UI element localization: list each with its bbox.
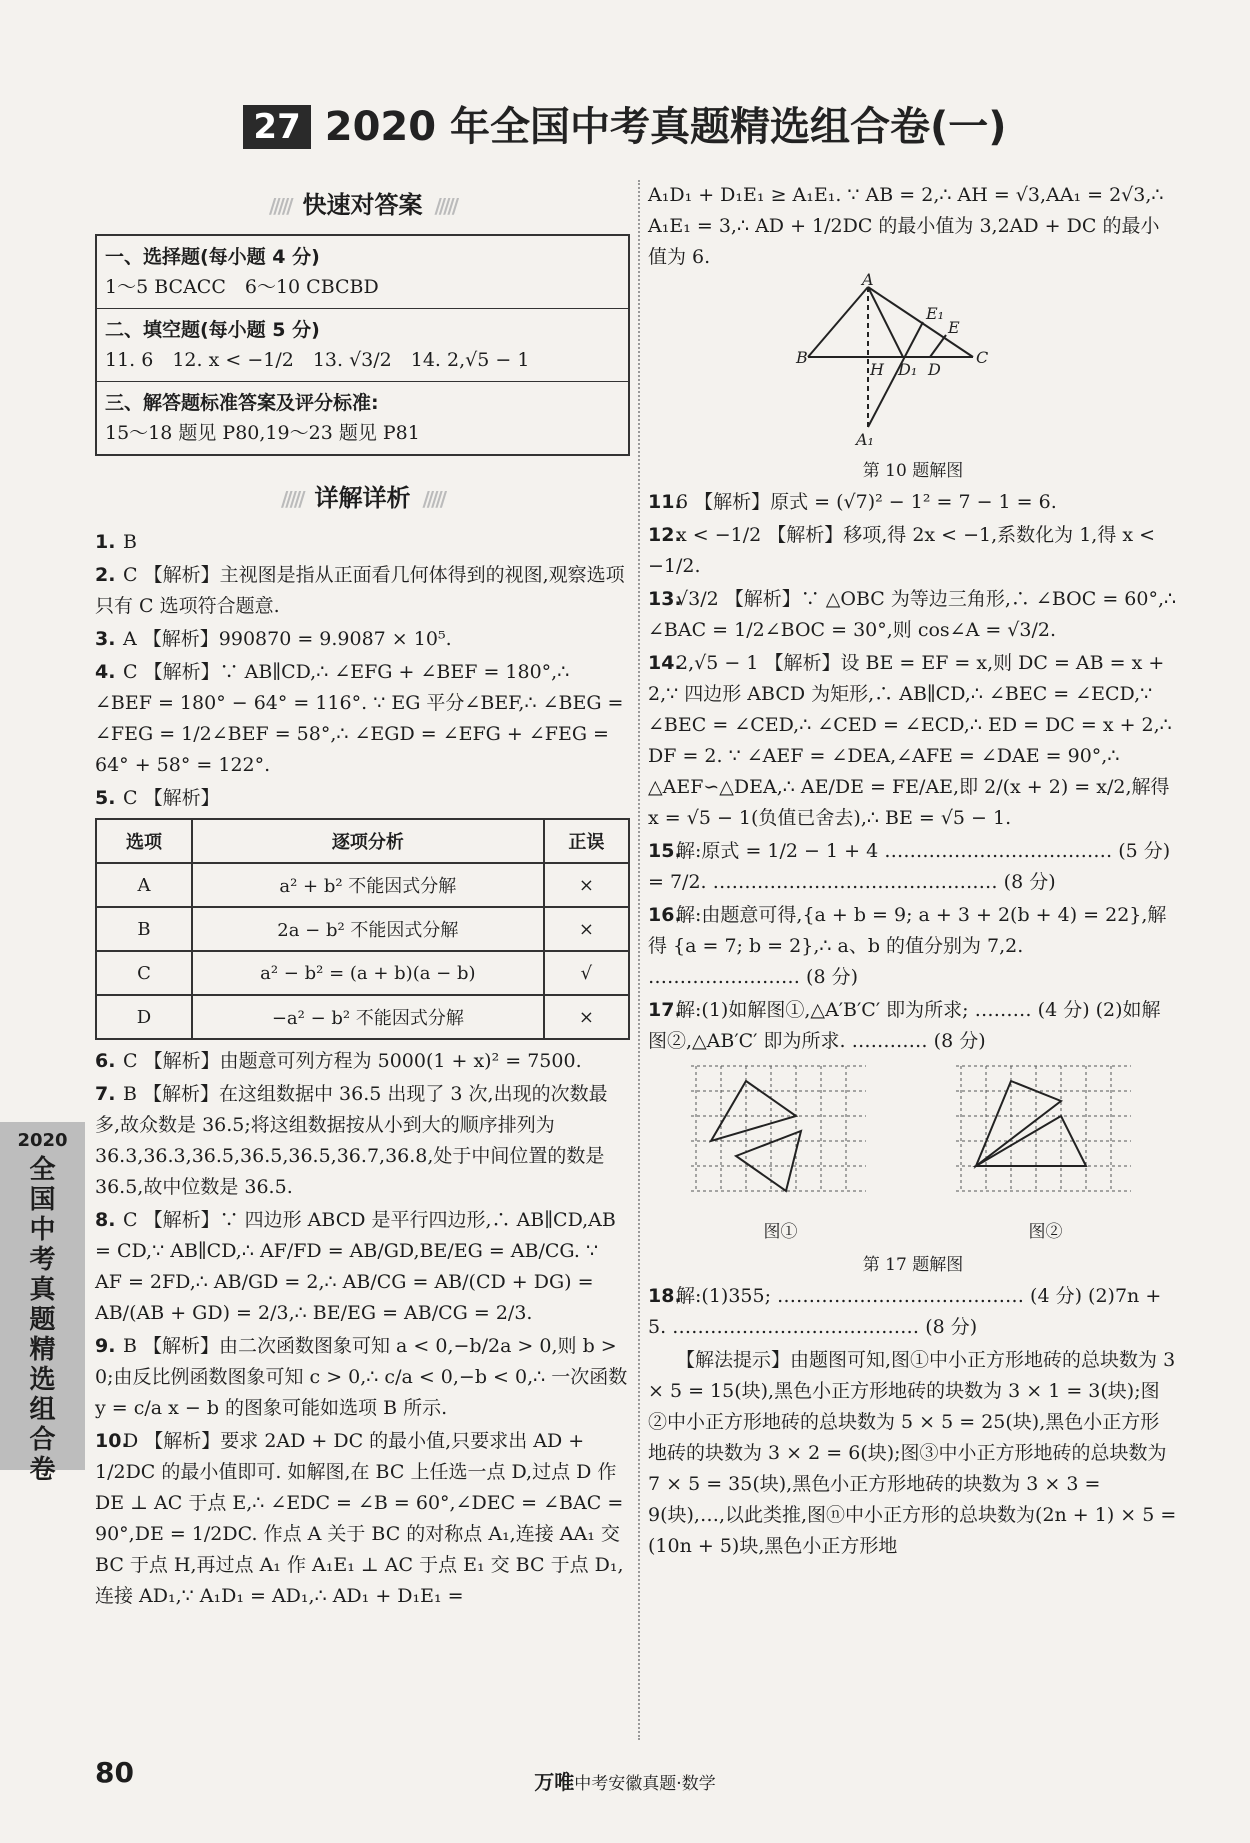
fig-label: D₁	[898, 360, 918, 379]
answer-row-fill	[97, 309, 628, 382]
table-row	[96, 863, 629, 907]
table-row	[96, 951, 629, 995]
option-analysis-table	[95, 818, 630, 1040]
solution-item: 11.6 【解析】原式 = (√7)² − 1² = 7 − 1 = 6.	[648, 491, 1057, 513]
q10-figure	[796, 270, 1028, 452]
answer-row-body: 11. 6 12. x < −1/2 13. √3/2 14. 2,√5 − 1	[105, 349, 530, 371]
solution-item: 16.解:由题意可得,{a + b = 9; a + 3 + 2(b + 4) = 22},解得 {a = 7; b = 2},∴ a、b 的值分别为 7,2. …………………… (8 分)	[648, 904, 1167, 988]
answer-row-body: 1～5 BCACC 6～10 CBCBD	[105, 276, 379, 298]
solution-item: 5. C 【解析】	[95, 787, 220, 809]
table-header: 选项	[96, 819, 192, 863]
fig-line	[930, 335, 946, 357]
solution-item: 18.解:(1)355; ………………………………… (4 分) (2)7n + 5. ………………………………… (8 分)	[648, 1285, 1162, 1338]
solution-item: 17.解:(1)如解图①,△A′B′C′ 即为所求; ……… (4 分) (2)如解图②,△AB′C′ 即为所求. ………… (8 分)	[648, 999, 1161, 1052]
brand-logo: 万唯	[534, 1770, 575, 1794]
solution-item: 2. C 【解析】主视图是指从正面看几何体得到的视图,观察选项只有 C 选项符合题意.	[95, 564, 625, 617]
deco-left: /////	[280, 487, 303, 511]
grid-figure-2	[956, 1061, 1136, 1211]
footer-text: 中考安徽真题·数学	[574, 1774, 716, 1794]
table-cell: √	[544, 951, 629, 995]
table-cell: a² + b² 不能因式分解	[192, 863, 544, 907]
quick-answer-heading: ///// 快速对答案 /////	[268, 191, 457, 219]
figure-caption: 第 10 题解图	[862, 461, 964, 481]
fig-line	[808, 287, 868, 357]
table-cell: 2a − b² 不能因式分解	[192, 907, 544, 951]
solution-item: 6. C 【解析】由题意可列方程为 5000(1 + x)² = 7500.	[95, 1050, 582, 1072]
table-cell: A	[96, 863, 192, 907]
page-number: 80	[95, 1756, 134, 1789]
table-cell: a² − b² = (a + b)(a − b)	[192, 951, 544, 995]
solution-item: 3. A 【解析】990870 = 9.9087 × 10⁵.	[95, 628, 452, 650]
paper-title: 2020 年全国中考真题精选组合卷(一)	[324, 104, 1007, 150]
figure-caption: 第 17 题解图	[862, 1255, 964, 1275]
table-cell: D	[96, 995, 192, 1039]
solution-item: 1. B	[95, 531, 137, 553]
side-tab-year: 2020	[17, 1130, 68, 1151]
table-cell: ×	[544, 995, 629, 1039]
right-column	[648, 180, 1178, 1564]
side-tab	[0, 1122, 85, 1485]
fig-label: A₁	[856, 430, 874, 449]
fig-label: H	[870, 360, 884, 379]
q17-figures	[648, 1061, 1178, 1248]
table-cell: B	[96, 907, 192, 951]
deco-right: /////	[434, 194, 457, 218]
side-tab-text: 全国中考真题精选组合卷	[29, 1155, 56, 1485]
triangle-abc	[711, 1081, 796, 1141]
solution-item: 9. B 【解析】由二次函数图象可知 a < 0,−b/2a > 0,则 b > 0;由反比例函数图象可知 c > 0,∴ c/a < 0,−b < 0,∴ 一次函数 y = c/a x − b 的图象可能如选项 B 所示.	[95, 1335, 628, 1419]
solution-continuation: A₁D₁ + D₁E₁ ≥ A₁E₁. ∵ AB = 2,∴ AH = √3,AA₁ = 2√3,∴ A₁E₁ = 3,∴ AD + 1/2DC 的最小值为 3,2AD + DC 的最小值为 6.	[648, 184, 1164, 268]
table-header-row	[96, 819, 629, 863]
answer-row-body: 15～18 题见 P80,19～23 题见 P81	[105, 422, 420, 444]
fig-label: C	[976, 348, 989, 367]
page-title	[0, 95, 1250, 152]
left-column	[95, 185, 630, 1614]
answer-row-choice	[97, 236, 628, 309]
table-row	[96, 995, 629, 1039]
table-row	[96, 907, 629, 951]
solution-item: 7. B 【解析】在这组数据中 36.5 出现了 3 次,出现的次数最多,故众数是 36.5;将这组数据按从小到大的顺序排列为 36.3,36.3,36.5,36.5,36.5,36.7,36.8,处于中间位置的数是 36.5,故中位数是 36.5.	[95, 1083, 608, 1198]
paper-number: 27	[243, 105, 310, 149]
fig-label: E₁	[926, 304, 945, 323]
answer-row-solve	[97, 382, 628, 454]
q17-figure-2	[956, 1061, 1136, 1248]
answer-row-head: 三、解答题标准答案及评分标准:	[105, 392, 379, 414]
fig-label: A	[862, 270, 874, 289]
q17-figure-1	[691, 1061, 871, 1248]
column-divider	[638, 180, 640, 1740]
deco-right: /////	[422, 487, 445, 511]
table-cell: −a² − b² 不能因式分解	[192, 995, 544, 1039]
solution-item: 【解法提示】由题图可知,图①中小正方形地砖的总块数为 3 × 5 = 15(块),黑色小正方形地砖的块数为 3 × 1 = 3(块);图②中小正方形地砖的总块数为 5 × 5 = 25(块),黑色小正方形地砖的块数为 3 × 2 = 6(块);图③中小正方形地砖的总块数为 7 × 5 = 35(块),黑色小正方形地砖的块数为 3 × 3 = 9(块),…,以此类推,图ⓝ中小正方形的总块数为(2n + 1) × 5 = (10n + 5)块,黑色小正方形地	[648, 1349, 1177, 1557]
table-header: 逐项分析	[192, 819, 544, 863]
table-header: 正误	[544, 819, 629, 863]
solution-item: 8. C 【解析】∵ 四边形 ABCD 是平行四边形,∴ AB∥CD,AB = CD,∵ AB∥CD,∴ AF/FD = AB/GD,BE/EG = AB/CG. ∵ AF = 2FD,∴ AB/GD = 2,∴ AB/CG = AB/(CD + DG) = AB/(AB + GD) = 2/3,∴ BE/EG = AB/CG = 2/3.	[95, 1209, 616, 1324]
fig-label: B	[796, 348, 808, 367]
table-cell: C	[96, 951, 192, 995]
fig-label: E	[948, 318, 960, 337]
table-cell: ×	[544, 907, 629, 951]
figure-sub-caption: 图①	[763, 1222, 798, 1242]
quick-answer-box	[95, 234, 630, 456]
solution-item: 15.解:原式 = 1/2 − 1 + 4 ……………………………… (5 分) = 7/2. ……………………………………… (8 分)	[648, 840, 1171, 893]
table-cell: ×	[544, 863, 629, 907]
solution-item: 12.x < −1/2 【解析】移项,得 2x < −1,系数化为 1,得 x < −1/2.	[648, 524, 1156, 577]
figure-sub-caption: 图②	[1028, 1222, 1063, 1242]
footer	[0, 1766, 1250, 1795]
answer-row-head: 一、选择题(每小题 4 分)	[105, 246, 320, 268]
fig-label: D	[928, 360, 941, 379]
solution-item: 4. C 【解析】∵ AB∥CD,∴ ∠EFG + ∠BEF = 180°,∴ ∠BEF = 180° − 64° = 116°. ∵ EG 平分∠BEF,∴ ∠BEG = ∠FEG = 1/2∠BEF = 58°,∴ ∠EGD = ∠EFG + ∠FEG = 64° + 58° = 122°.	[95, 661, 624, 776]
solution-item: 13.√3/2 【解析】∵ △OBC 为等边三角形,∴ ∠BOC = 60°,∴ ∠BAC = 1/2∠BOC = 30°,则 cos∠A = √3/2.	[648, 588, 1177, 641]
solution-item: 14.2,√5 − 1 【解析】设 BE = EF = x,则 DC = AB = x + 2,∵ 四边形 ABCD 为矩形,∴ AB∥CD,∴ ∠BEC = ∠ECD,∵ ∠BEC = ∠CED,∴ ∠CED = ∠ECD,∴ ED = DC = x + 2,∴ DF = 2. ∵ ∠AEF = ∠DEA,∠AFE = ∠DAE = 90°,∴ △AEF∽△DEA,∴ AE/DE = FE/AE,即 2/(x + 2) = x/2,解得 x = √5 − 1(负值已舍去),∴ BE = √5 − 1.	[648, 652, 1172, 829]
solution-item: 10.D 【解析】要求 2AD + DC 的最小值,只要求出 AD + 1/2DC 的最小值即可. 如解图,在 BC 上任选一点 D,过点 D 作 DE ⊥ AC 于点 E,∴ ∠EDC = ∠B = 60°,∠DEC = ∠BAC = 90°,DE = 1/2DC. 作点 A 关于 BC 的对称点 A₁,连接 AA₁ 交 BC 于点 H,再过点 A₁ 作 A₁E₁ ⊥ AC 于点 E₁ 交 BC 于点 D₁,连接 AD₁,∵ A₁D₁ = AD₁,∴ AD₁ + D₁E₁ =	[95, 1430, 624, 1607]
grid-figure-1	[691, 1061, 871, 1211]
detail-heading: ///// 详解详析 /////	[280, 484, 445, 512]
deco-left: /////	[268, 194, 291, 218]
answer-row-head: 二、填空题(每小题 5 分)	[105, 319, 320, 341]
